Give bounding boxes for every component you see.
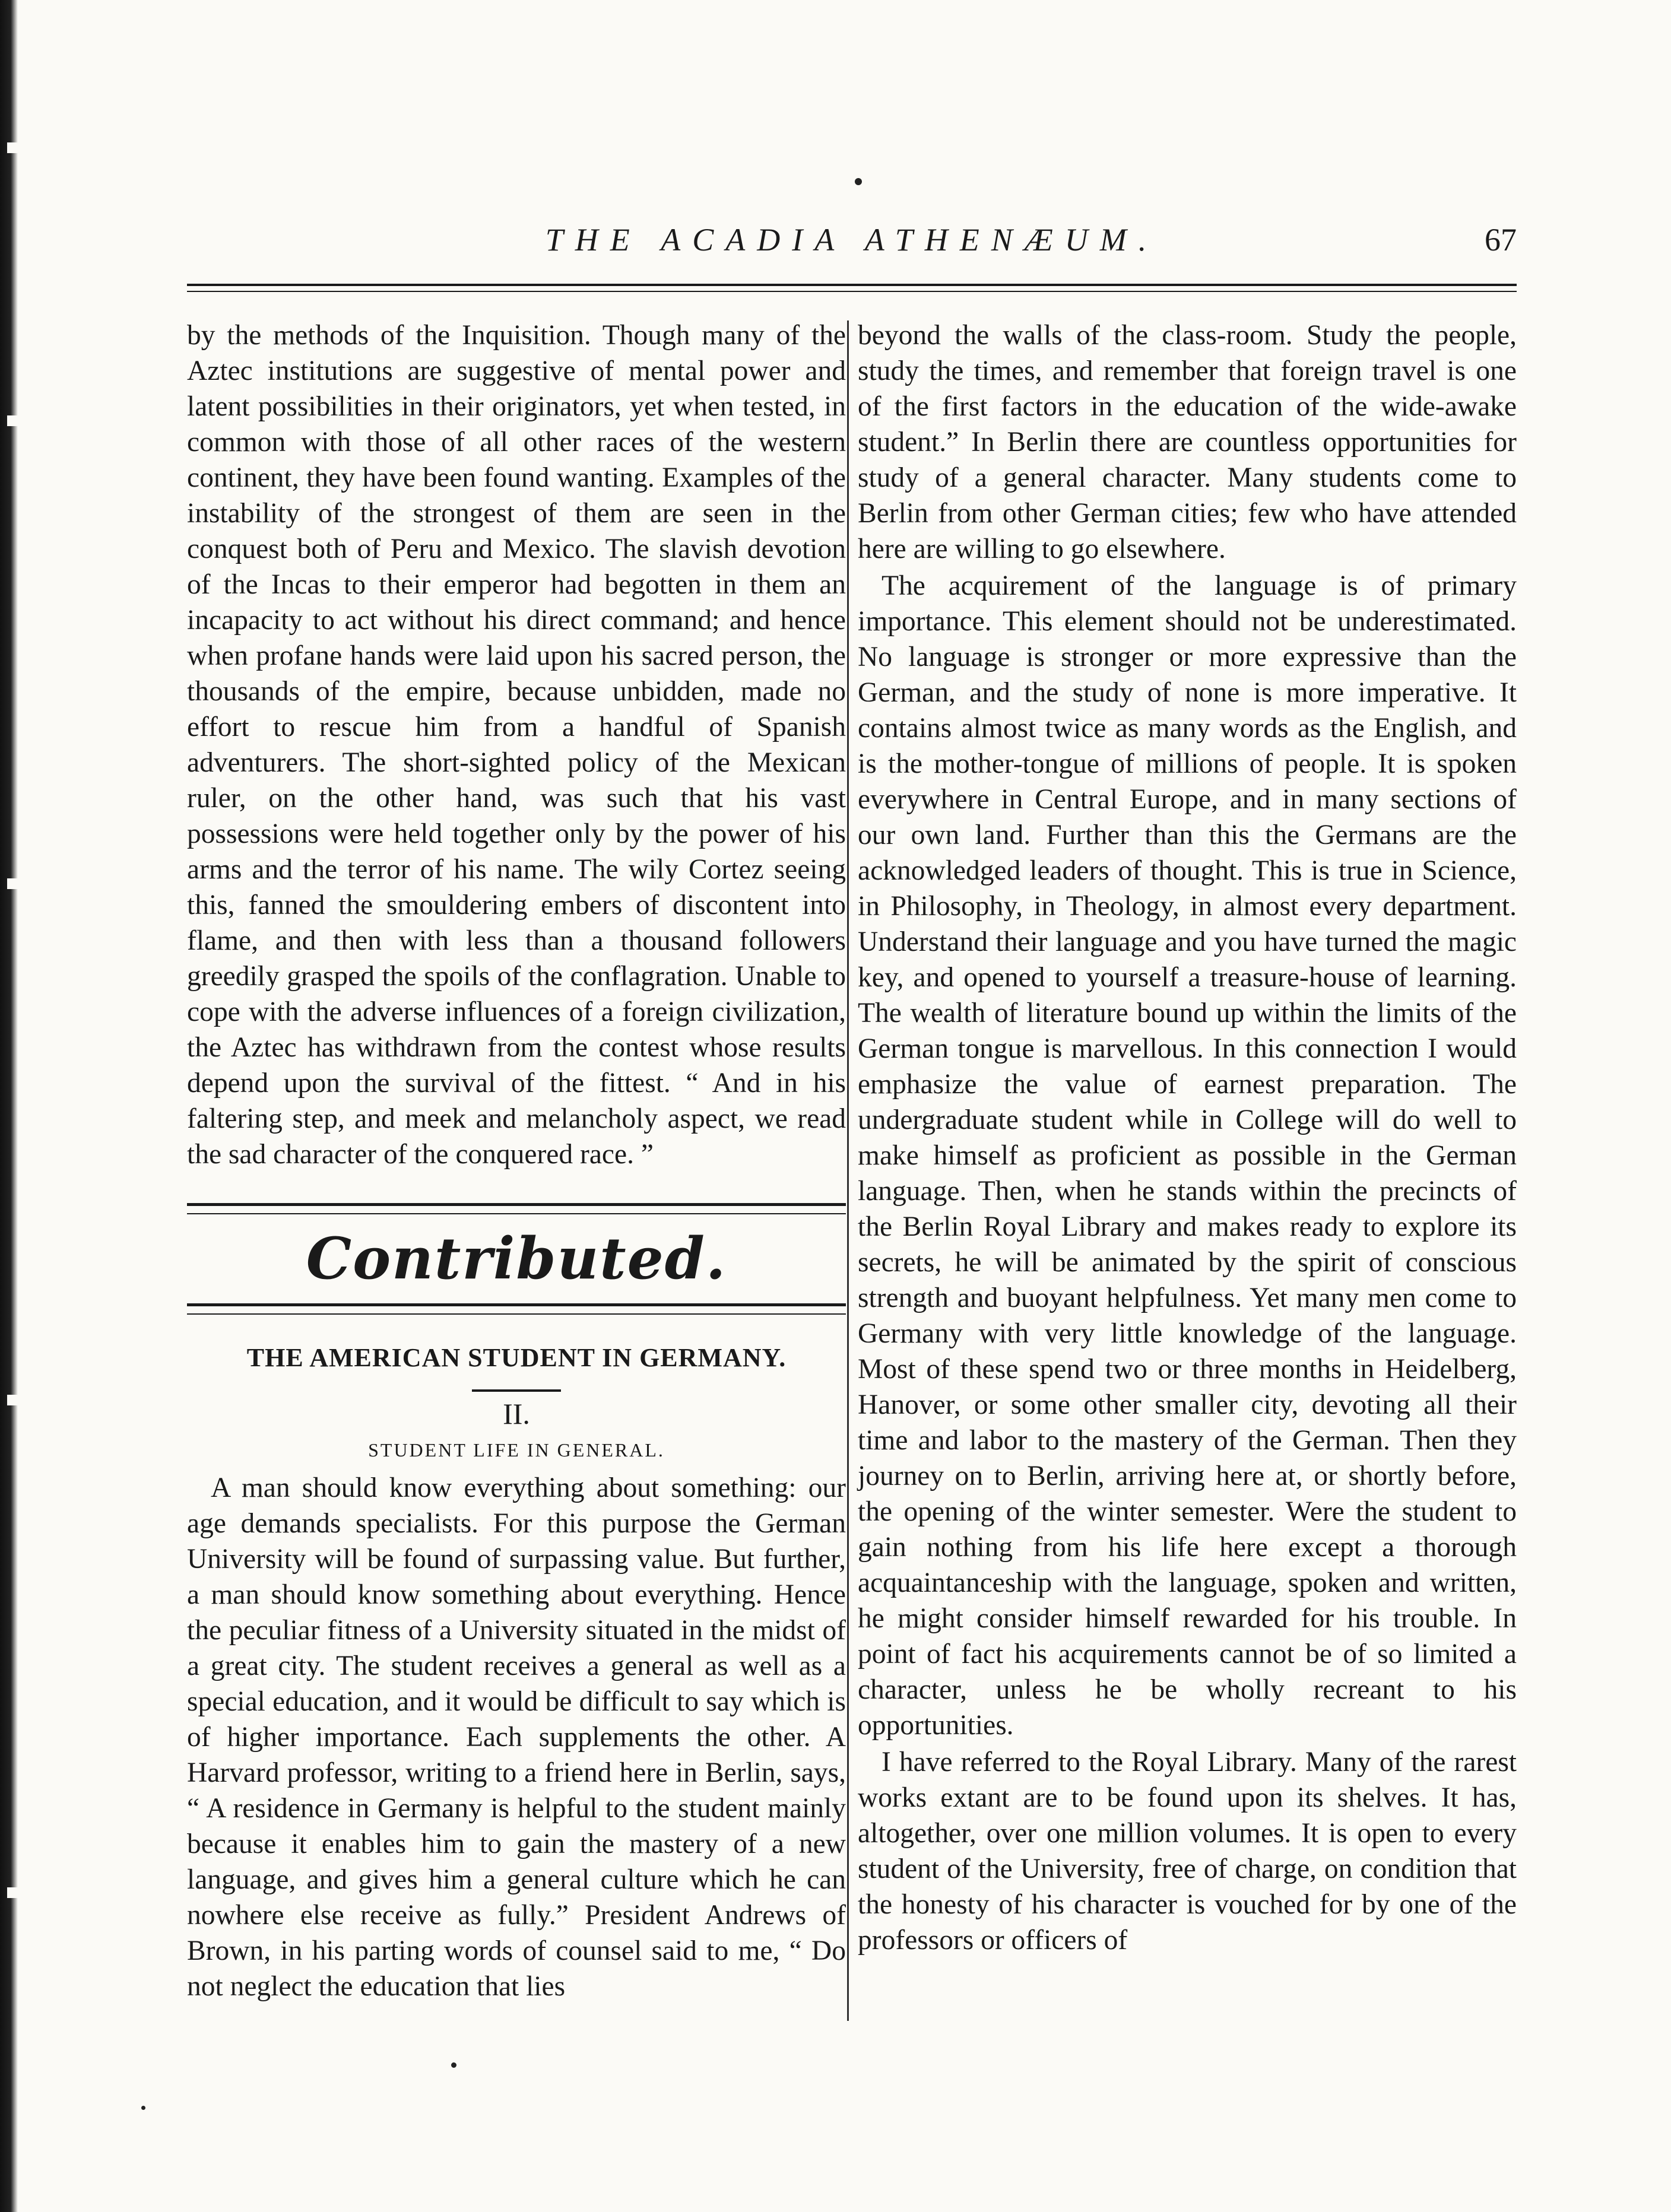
running-title: THE ACADIA ATHENÆUM. — [545, 222, 1159, 258]
section-heading: Contributed. — [306, 1225, 727, 1292]
left-paragraph-1: by the methods of the Inquisition. Though many of the Aztec institutions are suggestive of mental power and latent possibilities in their originators, yet when tested, in common with those of all other races of the western continent, they have been found wanting. Examples of the instability of the strongest of them are seen in the conquest both of Peru and Mexico. The slavish devotion of the Incas to their emperor had begotten in them an incapacity to act without his direct command; and hence when profane hands were laid upon his sacred person, the thousands of the empire, because unbidden, made no effort to rescue him from a handful of Spanish adventurers. The short-sighted policy of the Mexican ruler, on the other hand, was such that his vast possessions were held together only by the power of his arms and the terror of his name. The wily Cortez seeing this, fanned the smouldering embers of discontent into flame, and then with less than a thousand followers greedily grasped the spoils of the conflagration. Unable to cope with the adverse influences of a foreign civilization, the Aztec has withdrawn from the contest whose results depend upon the survival of the fittest. “ And in his faltering step, and meek and melancholy aspect, we read the sad character of the conquered race. ” — [187, 320, 846, 1170]
header-rule — [187, 291, 1517, 292]
right-paragraph-1: beyond the walls of the class-room. Study the people, study the times, and remember that foreign travel is one of the first factors in the education of the wide-awake student.” In Berlin there are countless opportunities for study of a general character. Many students come to Berlin from other German cities; few who have attended here are willing to go elsewhere. — [858, 320, 1517, 564]
binding-nick — [7, 1887, 20, 1898]
left-column — [187, 318, 846, 2004]
article-subtitle: STUDENT LIFE IN GENERAL. — [368, 1439, 665, 1461]
contributed-section — [187, 1203, 846, 1315]
right-paragraph-2: The acquirement of the language is of primary importance. This element should not be underestimated. No language is stronger or more expressive than the German, and the study of none is more imperative. It contains almost twice as many words as the English, and is the mother-tongue of millions of people. It is spoken everywhere in Central Europe, and in many sections of our own land. Further than this the Germans are the acknowledged leaders of thought. This is true in Science, in Philosophy, in Theology, in almost every department. Understand their language and you have turned the magic key, and opened to yourself a treasure-house of learning. The wealth of literature bound up within the limits of the German tongue is marvellous. In this connection I would emphasize the value of earnest preparation. The undergraduate student while in College will do well to make himself as proficient as possible in the German language. Then, when he stands within the precincts of the Berlin Royal Library and makes ready to explore its secrets, he will be animated by the spirit of conscious strength and buoyant helpfulness. Yet many men come to Germany with very little knowledge of the language. Most of these spend two or three months in Heidelberg, Hanover, or some other smaller city, devoting all their time and labor to the mastery of the German. Then they journey on to Berlin, arriving here at, or shortly before, the opening of the winter semester. Were the student to gain nothing from his life here except a thorough acquaintanceship with the language, spoken and written, he might consider himself rewarded for his trouble. In point of fact his acquirements cannot be of so limited a character, unless he be wholly recreant to his opportunities. — [858, 570, 1517, 1741]
binding-nick — [7, 878, 20, 889]
section-rule-bottom — [187, 1303, 846, 1315]
article-title-rule — [472, 1389, 561, 1392]
print-speck — [451, 2062, 456, 2068]
binding-nick — [7, 1395, 20, 1405]
right-column — [858, 318, 1517, 1958]
header-rule — [187, 284, 1517, 286]
column-divider — [847, 320, 849, 2021]
binding-nick — [7, 142, 20, 153]
page-binding-edge — [0, 0, 18, 2212]
running-head — [187, 217, 1517, 270]
section-rule-top — [187, 1203, 846, 1214]
article-part-number: II. — [503, 1397, 530, 1430]
left-paragraph-2: A man should know everything about something: our age demands specialists. For this purpose the German University will be found of surpassing value. But further, a man should know something about everything. Hence the peculiar fitness of a University situated in the midst of a great city. The student receives a general as well as a special education, and it would be difficult to say which is of higher importance. Each supplements the other. A Harvard professor, writing to a friend here in Berlin, says, “ A residence in Germany is helpful to the student mainly because it enables him to gain the mastery of a new language, and gives him a general culture which he can nowhere else receive as fully.” President Andrews of Brown, in his parting words of counsel said to me, “ Do not neglect the education that lies — [187, 1472, 846, 2002]
print-speck — [855, 178, 862, 185]
article-title: THE AMERICAN STUDENT IN GERMANY. — [246, 1343, 787, 1372]
print-speck — [141, 2106, 145, 2110]
binding-nick — [7, 415, 20, 426]
page-number: 67 — [1485, 222, 1517, 258]
right-paragraph-3: I have referred to the Royal Library. Many of the rarest works extant are to be found upon its shelves. It has, altogether, over one million volumes. It is open to every student of the University, free of charge, on condition that the honesty of his character is vouched for by one of the professors or officers of — [858, 1747, 1517, 1956]
